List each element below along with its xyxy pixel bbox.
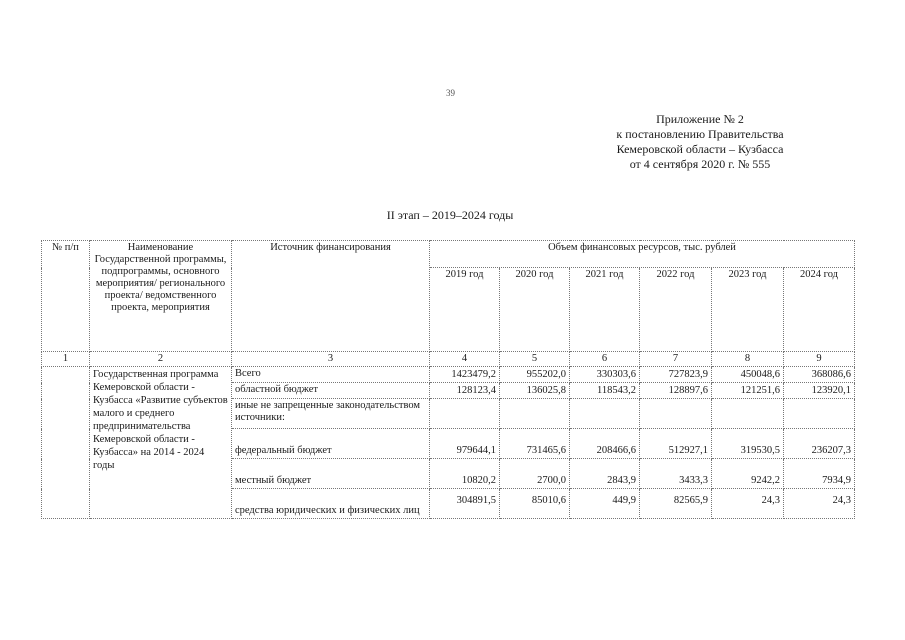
header-no: № п/п	[42, 241, 90, 352]
column-number: 9	[784, 352, 855, 367]
column-number: 2	[90, 352, 232, 367]
table-row	[42, 367, 855, 383]
header-year: 2023 год	[712, 268, 784, 352]
value-cell	[430, 399, 500, 429]
value-cell: 979644,1	[430, 429, 500, 459]
value-cell: 9242,2	[712, 459, 784, 489]
value-cell: 123920,1	[784, 383, 855, 399]
value-cell	[570, 399, 640, 429]
value-cell: 450048,6	[712, 367, 784, 383]
value-cell: 208466,6	[570, 429, 640, 459]
value-cell: 512927,1	[640, 429, 712, 459]
column-number: 7	[640, 352, 712, 367]
column-number: 3	[232, 352, 430, 367]
source-label: средства юридических и физических лиц	[232, 489, 430, 519]
appendix-line-2: к постановлению Правительства	[616, 127, 784, 141]
value-cell: 330303,6	[570, 367, 640, 383]
value-cell: 2843,9	[570, 459, 640, 489]
value-cell: 955202,0	[500, 367, 570, 383]
header-year: 2020 год	[500, 268, 570, 352]
value-cell	[500, 399, 570, 429]
header-row-1	[42, 241, 855, 268]
value-cell: 82565,9	[640, 489, 712, 519]
column-number: 1	[42, 352, 90, 367]
value-cell: 449,9	[570, 489, 640, 519]
value-cell: 304891,5	[430, 489, 500, 519]
value-cell: 118543,2	[570, 383, 640, 399]
value-cell: 7934,9	[784, 459, 855, 489]
header-year: 2022 год	[640, 268, 712, 352]
value-cell: 236207,3	[784, 429, 855, 459]
value-cell	[784, 399, 855, 429]
value-cell: 136025,8	[500, 383, 570, 399]
value-cell: 121251,6	[712, 383, 784, 399]
source-label: областной бюджет	[232, 383, 430, 399]
appendix-line-1: Приложение № 2	[656, 112, 744, 126]
header-name: Наименование Государственной программы, подпрограммы, основного мероприятия/ регионального проекта/ ведомственного проекта, мероприятия	[90, 241, 232, 352]
value-cell: 727823,9	[640, 367, 712, 383]
column-number: 8	[712, 352, 784, 367]
value-cell: 128897,6	[640, 383, 712, 399]
source-label: иные не запрещенные законодательством источники:	[232, 399, 430, 429]
value-cell: 128123,4	[430, 383, 500, 399]
value-cell: 1423479,2	[430, 367, 500, 383]
value-cell	[712, 399, 784, 429]
row-number-cell	[42, 367, 90, 519]
value-cell	[640, 399, 712, 429]
page-number: 39	[446, 88, 455, 98]
value-cell: 3433,3	[640, 459, 712, 489]
value-cell: 10820,2	[430, 459, 500, 489]
column-number: 6	[570, 352, 640, 367]
value-cell: 85010,6	[500, 489, 570, 519]
appendix-line-3: Кемеровской области – Кузбасса	[616, 142, 784, 156]
financing-table	[41, 240, 855, 519]
column-number: 4	[430, 352, 500, 367]
program-name: Государственная программа Кемеровской области - Кузбасса «Развитие субъектов малого и среднего предпринимательства Кемеровской области - Кузбасса» на 2014 - 2024 годы	[90, 367, 232, 519]
column-number: 5	[500, 352, 570, 367]
value-cell: 24,3	[784, 489, 855, 519]
value-cell: 319530,5	[712, 429, 784, 459]
header-source: Источник финансирования	[232, 241, 430, 352]
header-year: 2019 год	[430, 268, 500, 352]
value-cell: 2700,0	[500, 459, 570, 489]
source-label: местный бюджет	[232, 459, 430, 489]
header-year: 2024 год	[784, 268, 855, 352]
value-cell: 731465,6	[500, 429, 570, 459]
source-label: Всего	[232, 367, 430, 383]
appendix-header	[560, 112, 840, 172]
appendix-line-4: от 4 сентября 2020 г. № 555	[629, 157, 771, 171]
value-cell: 368086,6	[784, 367, 855, 383]
stage-title: II этап – 2019–2024 годы	[386, 208, 514, 222]
header-volume: Объем финансовых ресурсов, тыс. рублей	[430, 241, 855, 268]
value-cell: 24,3	[712, 489, 784, 519]
header-year: 2021 год	[570, 268, 640, 352]
source-label: федеральный бюджет	[232, 429, 430, 459]
column-number-row	[42, 352, 855, 367]
